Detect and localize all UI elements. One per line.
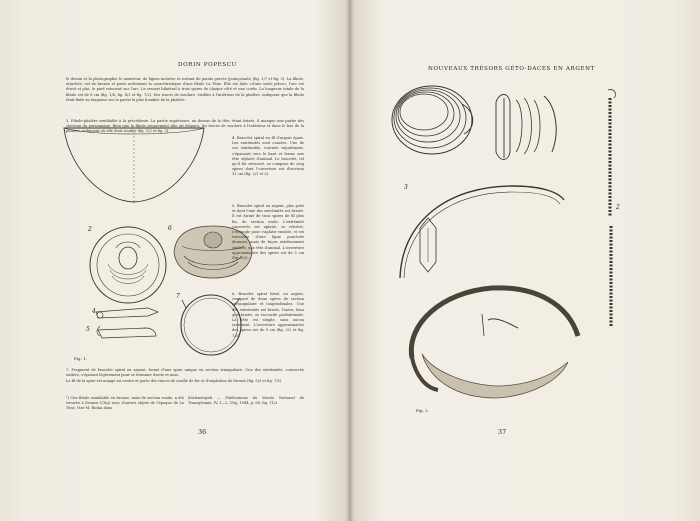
right-page-number: 37 — [498, 428, 507, 436]
left-paragraph-7: Le fil de la spire est mangé au centre et porte des traces de rouille de fer et d'oxydation de bronze (fig. 5/3 et fig. 7/5). — [66, 379, 283, 383]
fragment-photo — [392, 280, 588, 404]
left-paragraph-2: 3. Fibule-phalère semblable à la précédente. La partie supérieure, au dessus de la tête, étant brisée, il manque une partie des cheveux du personnage. Bien que la fibule proprement dite ait disparu, les traces de soudure à l'intérieur et dans le bas de la phalère, indiquent où elle était soudée (fig. 1/3 et fig. 3). — [66, 119, 304, 134]
footnote-1: ²) Une fibule semblable en bronze, mais de section ronde, a été trouvée à Dezmir (Cluj) avec d'autres objets de l'époque de La Tène. Voir M. Roska dans — [66, 396, 184, 411]
torque-drawing — [392, 178, 572, 288]
chain-drawing — [596, 86, 626, 334]
fibula-drawing — [92, 300, 168, 346]
left-paragraph-3: 4. Bracelet spiral en fil d'argent épais. Les extrémités sont cassées. Une de ces extrémités, tournée séparément, s'épanouit vers le haut et forme une tête stylisée d'animal. Le bracelet, tel qu'il fut retrouvé, se compose de cinq spires dont l'ouverture est d'environ 11 cm (fig. 2/1 et 3). — [232, 136, 304, 177]
fig1-label-7: 7 — [176, 293, 180, 300]
left-paragraph-6: 7. Fragment de bracelet spiral en argent, formé d'une spire unique en section triangulaire. Une des extrémités, conservée entière, s'épaissit légèrement pour se terminer droite et unie. — [66, 368, 304, 378]
left-paragraph-1: le dessin et la photographie le montrent, de lignes incisées et sortant de points gravés (poinçonnés) (fig. 1/7 et fig. 5). La fibule, attachée, est de bronze et porte nettement la caractéristique d'une fibule La Tène. Elle est faite «d'une seule pièce»; l'arc est étroit et plat, le pied retourné sur l'arc. Le ressort bilatéral à trois spires de chaque côté et une corde. La longueur totale de la fibule est de 8 cm (fig. 1/4, fig. 4/1 et fig. 7/2). Des traces de soudure, visibles à l'intérieur de la phalère, indiquent que la fibule était fixée en longueur sur la partie la plus bombée de la phalère. — [66, 77, 304, 102]
fig2-label-2: 2 — [616, 204, 620, 211]
fig1-label-6: 6 — [168, 225, 172, 232]
fig2-label-3: 3 — [404, 184, 408, 191]
phalera-front-drawing — [86, 224, 170, 306]
left-paragraph-5: 6. Bracelet spiral brisé, en argent, composé de deux spires de section rectangulaire et longitudinales. Une des extrémités est brisée, l'autre, bien que brisée, se raccorde parfaitement. La tête est simple, sans aucun ornement. L'ouverture approximative des spires est de 9 cm (fig. 2/2 et fig. 7/3). — [232, 292, 304, 338]
left-page-header: DORIN POPESCU — [178, 62, 237, 68]
left-page-number: 36 — [198, 428, 207, 436]
fig1-caption: Fig. 1. — [74, 356, 87, 361]
bowl-drawing — [60, 122, 208, 222]
right-page-header: NOUVEAUX TRÉSORS GÉTO-DACES EN ARGENT — [428, 66, 595, 72]
fig1-label-2: 2 — [88, 226, 92, 233]
fig1-label-5: 5 — [86, 326, 90, 333]
left-paragraph-4: 5. Bracelet spiral en argent, plus petit et dont l'une des extrémités est brisée. Il est formé de trois spires de fil plus fin, de section ovale. L'extrémité conservée est aplatie, se rétrécit, s'étrangle pour s'aplatir ensuite, et est traversée d'une ligne ponctuée donnant, mais de façon extrêmement stylisée, une tête d'animal. L'ouverture approximative des spires est de 5 cm (fig. 2/2). — [232, 204, 304, 261]
book-binding — [345, 0, 355, 521]
fig1-label-4: 4 — [92, 308, 96, 315]
fig2-caption: Fig. 2. — [416, 408, 429, 413]
footnote-2: Közlemények — Publications du Musée National de Transylvanie, IV, 1—2, Cluj, 1944, p. 68, fig. 11/2. — [188, 396, 304, 406]
